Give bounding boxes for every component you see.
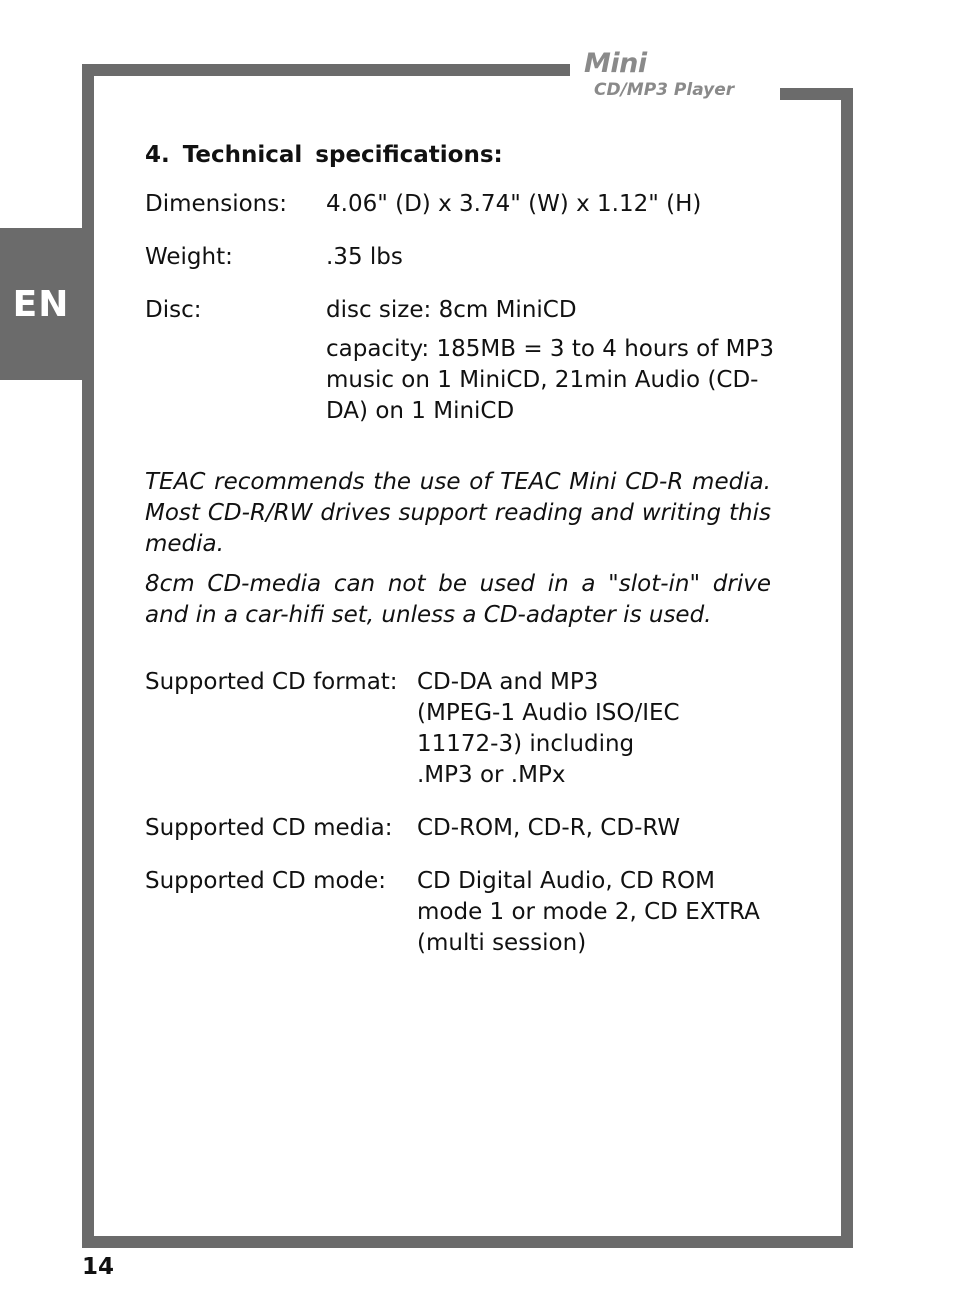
- logo-line-cd-mp3-player: CD/MP3 Player: [594, 80, 735, 100]
- frame-bottom-border: [82, 1236, 853, 1248]
- product-logo: [582, 48, 772, 104]
- spec-label: Weight:: [145, 244, 233, 270]
- format-value-line: .MP3 or .MPx: [417, 762, 566, 788]
- spec-value: [326, 189, 785, 220]
- logo-line-mini: Mini: [584, 48, 647, 79]
- media-notes: [145, 467, 785, 631]
- spec-row-dimensions: [145, 189, 785, 220]
- note-paragraph: 8cm CD-media can not be used in a "slot-in" drive and in a car-hifi set, unless a CD-adapter is used.: [145, 571, 771, 628]
- format-row-cd-format: [145, 667, 785, 791]
- format-value: [417, 866, 785, 959]
- spec-label: Dimensions:: [145, 191, 287, 217]
- format-row-cd-media: [145, 813, 785, 844]
- format-label: Supported CD format:: [145, 669, 398, 695]
- format-value: [417, 813, 785, 844]
- format-value-line: mode 1 or mode 2, CD EXTRA: [417, 899, 760, 925]
- format-value-line: (multi session): [417, 930, 587, 956]
- spec-value-line: 4.06" (D) x 3.74" (W) x 1.12" (H): [326, 191, 702, 217]
- page-content: [145, 140, 785, 959]
- format-label: Supported CD media:: [145, 815, 393, 841]
- spec-label: Disc:: [145, 297, 202, 323]
- frame-right-border: [841, 88, 853, 1248]
- spec-value: [326, 242, 785, 273]
- format-value-line: (MPEG-1 Audio ISO/IEC: [417, 700, 680, 726]
- format-value: [417, 667, 785, 791]
- frame-top-border-left: [82, 64, 570, 76]
- spec-row-disc: [145, 295, 785, 427]
- spec-row-weight: [145, 242, 785, 273]
- language-tab: [0, 228, 82, 380]
- language-tab-label: EN: [12, 283, 70, 325]
- format-label: Supported CD mode:: [145, 868, 387, 894]
- section-heading: 4. Technical specifications:: [145, 142, 503, 168]
- format-value-line: CD Digital Audio, CD ROM: [417, 868, 715, 894]
- format-value-line: 11172-3) including: [417, 731, 635, 757]
- frame-left-border: [82, 64, 94, 1248]
- format-value-line: CD-ROM, CD-R, CD-RW: [417, 815, 681, 841]
- spec-value: [326, 295, 785, 427]
- format-row-cd-mode: [145, 866, 785, 959]
- spec-value-line: capacity: 185MB = 3 to 4 hours of MP3 music on 1 MiniCD, 21min Audio (CD-DA) on 1 MiniCD: [326, 336, 774, 424]
- note-paragraph: TEAC recommends the use of TEAC Mini CD-R media. Most CD-R/RW drives support reading and writing this media.: [145, 469, 771, 557]
- spec-value-line: disc size: 8cm MiniCD: [326, 297, 577, 323]
- format-value-line: CD-DA and MP3: [417, 669, 599, 695]
- spec-value-line: .35 lbs: [326, 244, 403, 270]
- page-number: 14: [82, 1254, 115, 1280]
